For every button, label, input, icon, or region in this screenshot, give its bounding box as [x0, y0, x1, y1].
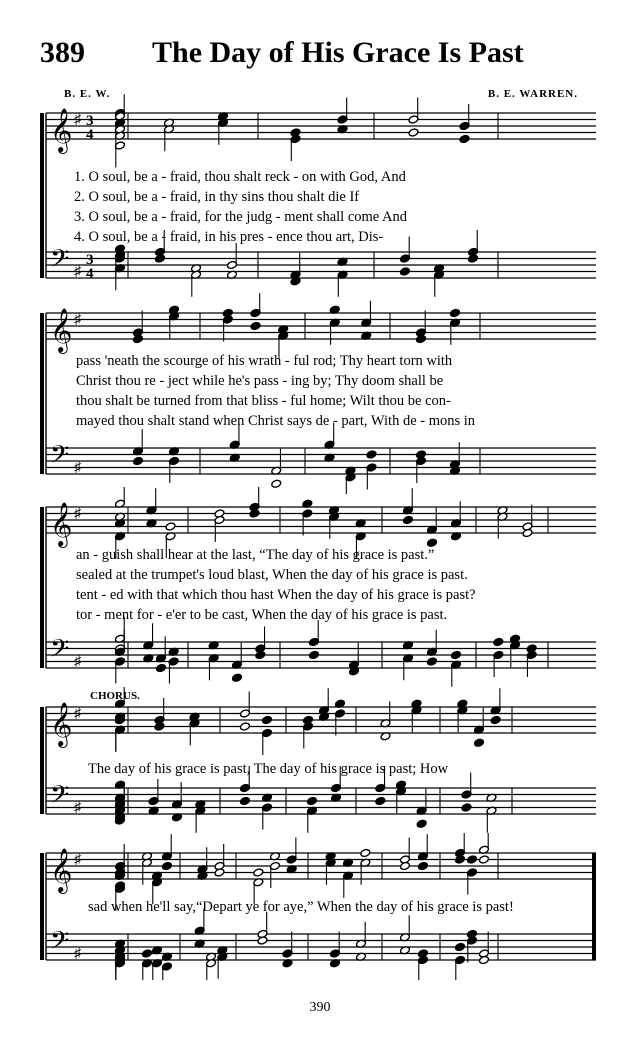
svg-text:𝄞: 𝄞 [50, 848, 73, 892]
svg-text:𝄢: 𝄢 [50, 634, 70, 670]
chorus-label: CHORUS. [90, 690, 140, 702]
verse-line-3: 3. O soul, be a - fraid, for the judg - ment shall come And [74, 209, 408, 225]
svg-text:♯: ♯ [74, 654, 81, 670]
verse-line-1: 1. O soul, be a - fraid, thou shalt reck - on with God, And [74, 169, 406, 185]
svg-text:♯: ♯ [74, 946, 81, 962]
system-brace [40, 113, 46, 278]
verse-line-1: an - guish shall hear at the last, “The day of his grace is past.” [76, 547, 435, 563]
svg-text:𝄞: 𝄞 [50, 502, 73, 546]
verse-line-4: tor - ment for - e'er to be cast, When the day of his grace is past. [76, 607, 448, 623]
svg-text:♯: ♯ [74, 506, 81, 522]
svg-text:♯: ♯ [74, 312, 81, 328]
system-brace [40, 507, 46, 668]
svg-text:𝄞: 𝄞 [50, 308, 73, 352]
verse-line-1: pass 'neath the scourge of his wrath - ful rod; Thy heart torn with [76, 353, 453, 369]
page-number: 390 [309, 1000, 331, 1015]
svg-text:4: 4 [86, 127, 94, 143]
verse-line-2: Christ thou re - ject while he's pass - ing by; Thy doom shall be [76, 373, 444, 389]
verse-line-2: sealed at the trumpet's loud blast, When the day of his grace is past. [76, 567, 468, 583]
svg-text:♯: ♯ [74, 460, 81, 476]
verse-line-4: mayed thou shalt stand when Christ says de - part, With de - mons in [76, 413, 476, 429]
final-barline [592, 853, 596, 960]
hymn-number: 389 [40, 36, 85, 69]
svg-text:3: 3 [86, 252, 94, 268]
svg-text:♯: ♯ [74, 264, 81, 280]
svg-text:♯: ♯ [74, 800, 81, 816]
treble-staff [46, 313, 596, 339]
verse-line-4: 4. O soul, be a - fraid, in his pres - ence thou art, Dis- [74, 229, 384, 245]
verse-line-2: 2. O soul, be a - fraid, in thy sins thou shalt die If [74, 189, 360, 205]
lyric-line: sad when he'll say,“Depart ye for aye,” When the day of his grace is past! [88, 899, 514, 915]
svg-text:𝄢: 𝄢 [50, 244, 70, 280]
svg-text:3: 3 [86, 113, 94, 129]
svg-text:𝄞: 𝄞 [50, 702, 73, 746]
svg-text:𝄢: 𝄢 [50, 440, 70, 476]
bass-staff [46, 448, 596, 474]
system-brace [40, 707, 46, 814]
music-credit: B. E. WARREN. [487, 88, 578, 100]
treble-notes [115, 94, 470, 167]
svg-text:♯: ♯ [74, 706, 81, 722]
system-brace [40, 313, 46, 474]
svg-text:♯: ♯ [74, 852, 81, 868]
svg-text:♯: ♯ [74, 112, 81, 128]
verse-line-3: thou shalt be turned from that bliss - ful home; Wilt thou be con- [76, 393, 451, 409]
svg-text:4: 4 [86, 266, 94, 282]
system-brace [40, 853, 46, 960]
verse-line-3: tent - ed with that which thou hast When the day of his grace is past? [76, 587, 476, 603]
bass-notes [115, 909, 490, 980]
treble-notes [115, 687, 502, 755]
svg-text:𝄢: 𝄢 [50, 780, 70, 816]
svg-text:𝄞: 𝄞 [50, 108, 73, 152]
svg-text:𝄢: 𝄢 [50, 926, 70, 962]
bass-notes [133, 423, 461, 494]
clef-signs [50, 702, 82, 816]
bass-notes [115, 617, 538, 687]
words-credit: B. E. W. [64, 88, 111, 100]
clef-signs [50, 848, 82, 962]
hymn-title: The Day of His Grace Is Past [152, 36, 524, 69]
lyric-line: The day of his grace is past, The day of his grace is past; How [88, 761, 449, 777]
